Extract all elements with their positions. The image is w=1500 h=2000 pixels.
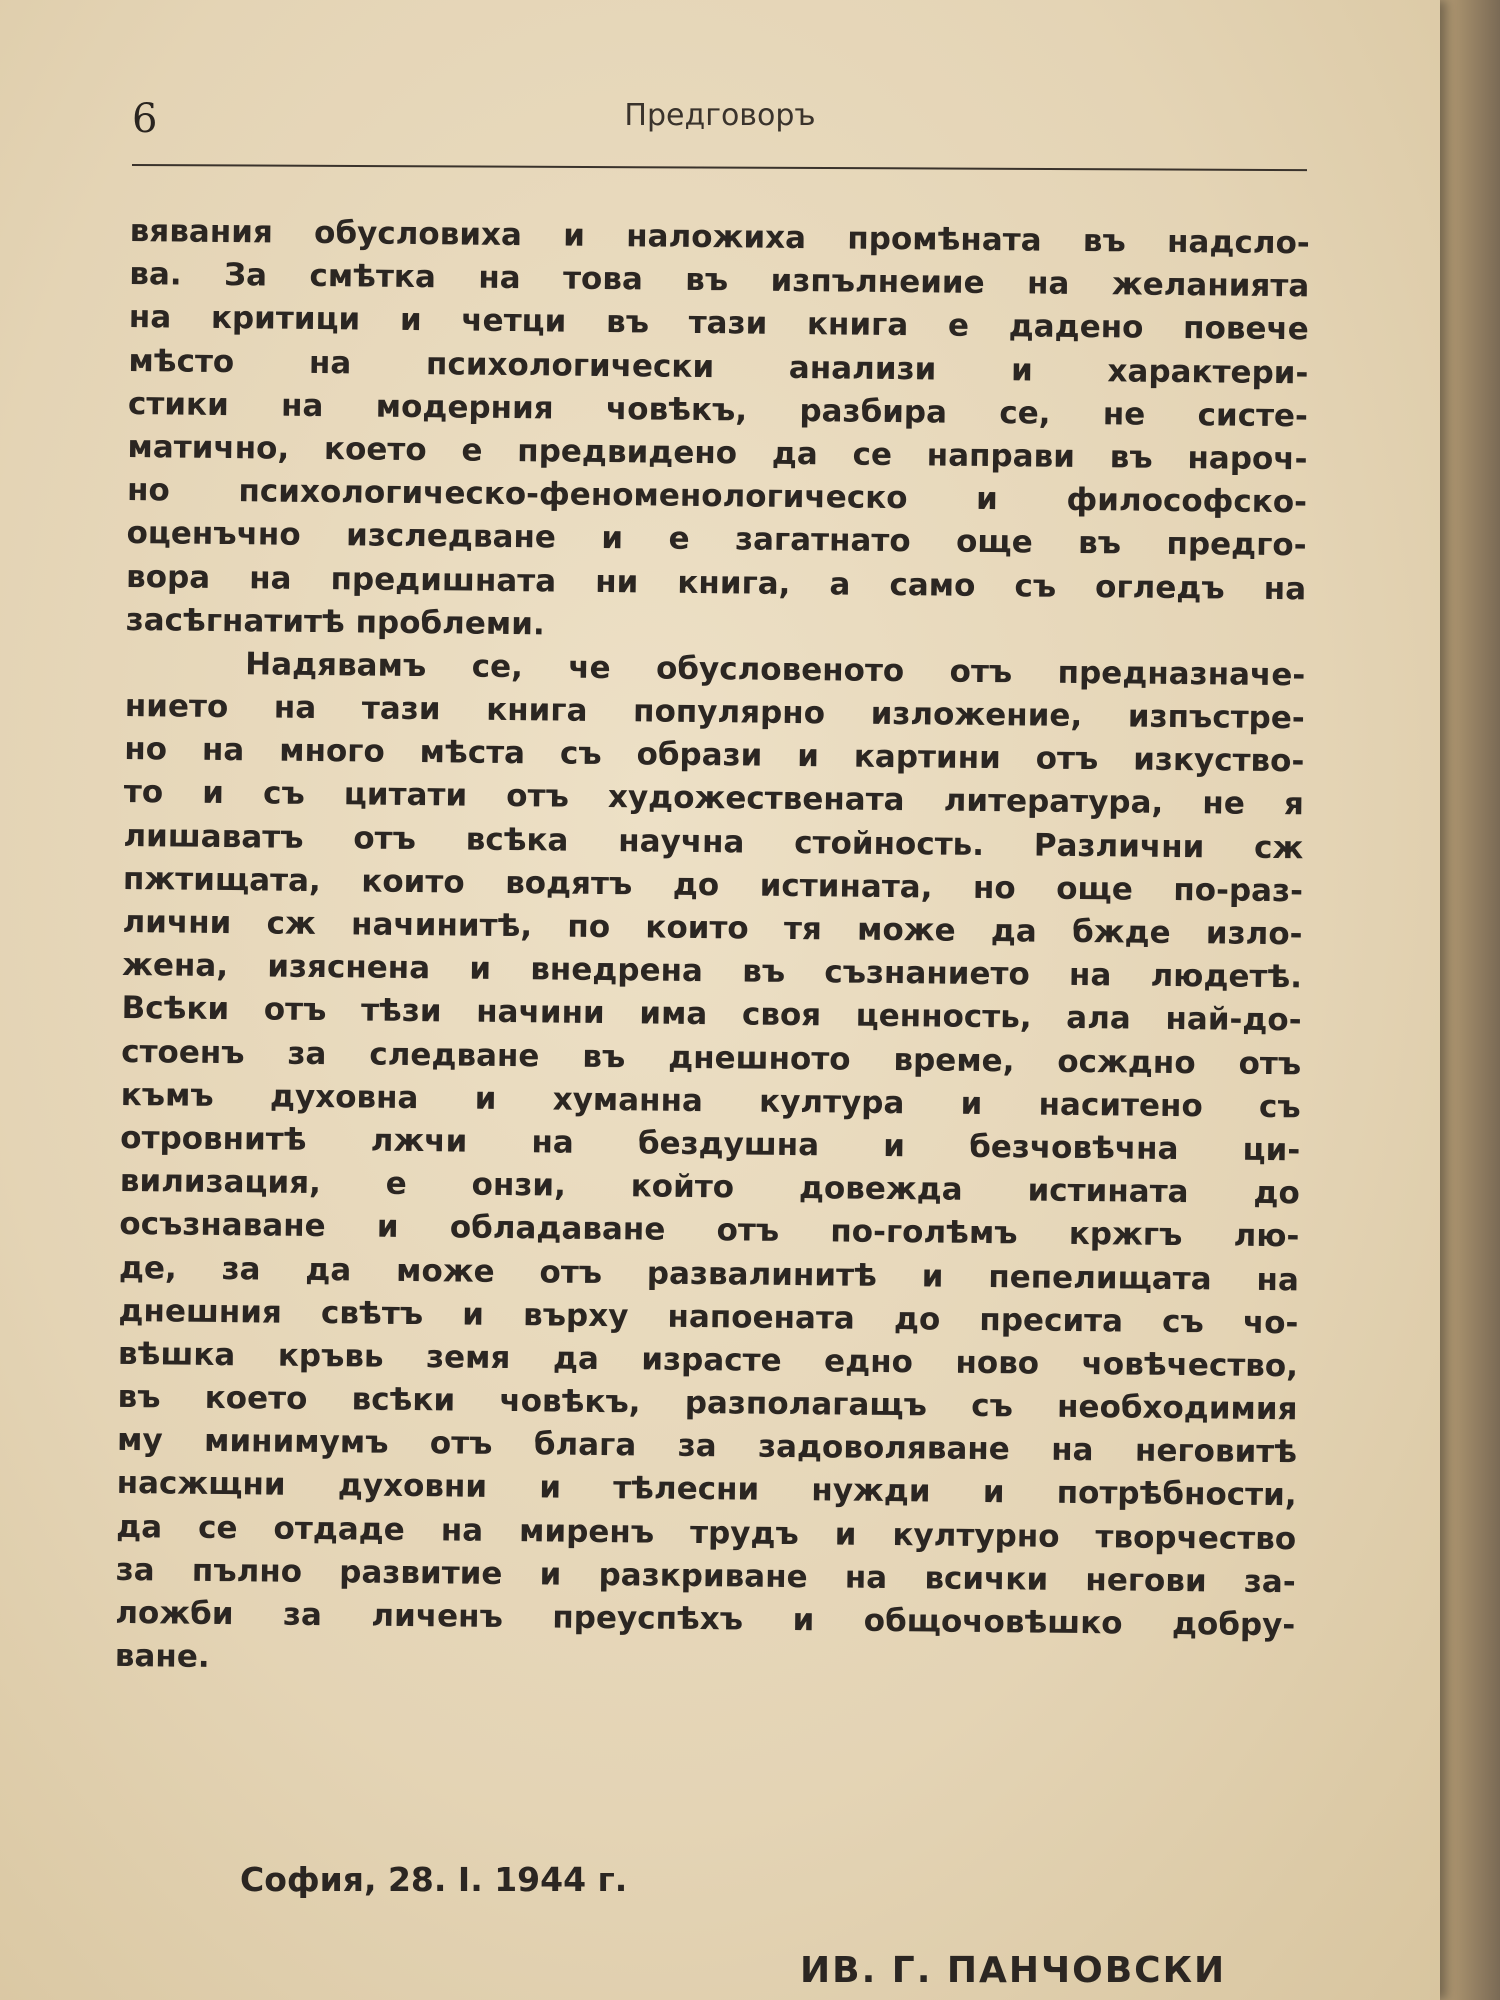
text-line: лични сж начинитѣ, по които тя може да бжде изло- — [122, 903, 1303, 953]
text-line: стоенъ за следване въ днешното време, осждно отъ — [120, 1033, 1302, 1082]
text-line: ва. За смѣтка на това въ изпълнеиие на желанията — [129, 256, 1310, 305]
header-rule — [132, 164, 1307, 171]
text-line: днешния свѣтъ и върху напоената до пресита съ чо- — [118, 1292, 1299, 1341]
text-line: вявания обусловиха и наложиха промѣната въ надсло- — [129, 212, 1310, 262]
body-text — [115, 210, 1310, 1691]
text-line: му минимумъ отъ блага за задоволяване на неговитѣ — [116, 1422, 1298, 1471]
text-line: въ което всѣки човѣкъ, разполагащъ съ необходимия — [117, 1378, 1298, 1428]
text-line: вѣшка кръвь земя да израсте едно ново човѣчество, — [117, 1335, 1299, 1385]
text-line: пжтищата, които водятъ до истината, но още по-раз- — [122, 860, 1304, 910]
text-line: отровнитѣ лжчи на бездушна и безчовѣчна ци- — [120, 1119, 1301, 1169]
author-signature: ИВ. Г. ПАНЧОВСКИ — [800, 1950, 1227, 1991]
text-line: жена, изяснена и внедрена въ съзнанието на людетѣ. — [121, 947, 1303, 996]
text-line: Всѣки отъ тѣзи начини има своя ценность, ала най-до- — [121, 990, 1302, 1039]
text-line: ване. — [114, 1638, 210, 1676]
text-line: насжщни духовни и тѣлесни нужди и потрѣбности, — [116, 1465, 1297, 1514]
text-line: де, за да може отъ развалинитѣ и пепелищата на — [118, 1249, 1300, 1298]
text-line: за пълно развитие и разкриване на всички негови за- — [115, 1551, 1296, 1601]
text-line: нието на тази книга популярно изложение, изпъстре- — [124, 688, 1305, 737]
text-line: къмъ духовна и хуманна култура и наситено съ — [120, 1076, 1301, 1126]
text-line: да се отдаде на миренъ трудъ и културно творчество — [116, 1508, 1297, 1557]
text-line: то и съ цитати отъ художествената литература, не я — [123, 774, 1305, 823]
running-title: Предговоръ — [624, 98, 816, 133]
text-line: на критици и четци въ тази книга е дадено повече — [128, 299, 1309, 348]
text-line: но на много мѣста съ образи и картини отъ изкуство- — [124, 731, 1305, 780]
text-line: матично, което е предвидено да се направи въ нароч- — [127, 428, 1308, 478]
text-line: оценъчно изследване и е загатнато още въ предго- — [126, 515, 1307, 564]
text-line: ложби за личенъ преуспѣхъ и общочовѣшко добру- — [115, 1594, 1296, 1644]
text-line: засѣгнатитѣ проблеми. — [125, 601, 545, 643]
text-line: но психологическо-феноменологическо и философско- — [126, 472, 1308, 521]
place-date: София, 28. I. 1944 г. — [240, 1860, 628, 1899]
text-line: вилизация, е онзи, който довежда истината до — [119, 1163, 1300, 1212]
text-line: стики на модерния човѣкъ, разбира се, не систе- — [127, 385, 1309, 435]
text-line: Надявамъ се, че обусловеното отъ предназначе- — [245, 646, 1306, 694]
page-number: 6 — [132, 96, 158, 142]
text-line: вора на предишната ни книга, а само съ огледъ на — [125, 558, 1307, 607]
text-line: мѣсто на психологически анализи и характери- — [128, 342, 1309, 391]
text-line: лишаватъ отъ всѣка научна стойность. Различни сж — [123, 817, 1304, 866]
text-line: осъзнаване и обладаване отъ по-голѣмъ кржгъ лю- — [119, 1206, 1300, 1255]
